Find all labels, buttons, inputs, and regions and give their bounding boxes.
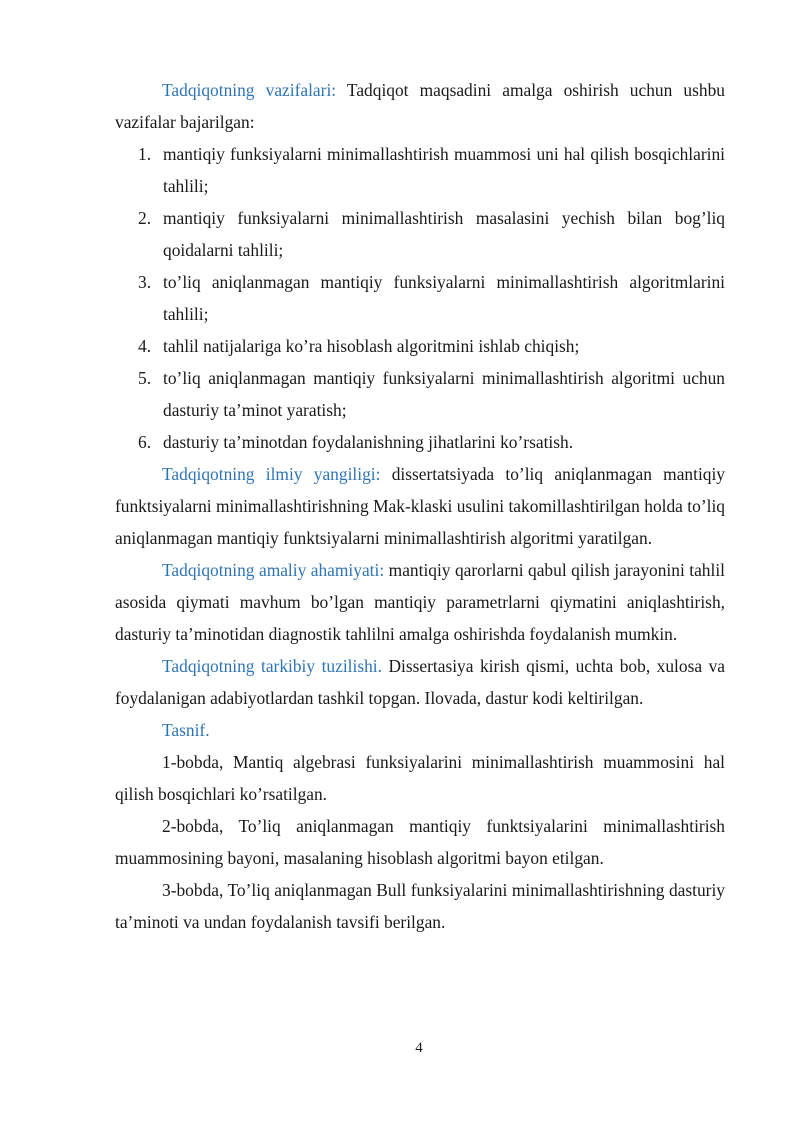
tasks-list bbox=[115, 138, 725, 458]
practical-heading: Tadqiqotning amaliy ahamiyati: bbox=[162, 560, 385, 580]
list-item-number: 6. bbox=[138, 432, 152, 452]
list-item-number: 4. bbox=[138, 336, 152, 356]
structure-heading: Tadqiqotning tarkibiy tuzilishi. bbox=[162, 656, 382, 676]
practical-text: mantiqiy qarorlarni qabul qilish jarayonini tahlil asosida qiymati mavhum bo’lgan mantiqiy parametrlarni qiymatini aniqlashtirish, dasturiy ta’minotidan diagnostik tahlilni amalga oshirishda foydalanish mumkin. bbox=[115, 560, 725, 644]
list-item bbox=[115, 138, 725, 202]
tasks-intro: Tadqiqot maqsadini amalga oshirish uchun ushbu vazifalar bajarilgan: bbox=[115, 80, 725, 132]
classification-paragraph bbox=[115, 714, 725, 746]
list-item bbox=[115, 362, 725, 426]
novelty-text: dissertatsiyada to’liq aniqlanmagan mantiqiy funktsiyalarni minimallashtirishning Mak-klaski usulini takomillashtirilgan holda to’liq aniqlanmagan mantiqiy funktsiyalarni minimallashtirish algoritmi yaratilgan. bbox=[115, 464, 725, 548]
list-item-number: 2. bbox=[138, 208, 152, 228]
list-item-number: 5. bbox=[138, 368, 152, 388]
list-item-text: mantiqiy funksiyalarni minimallashtirish muammosi uni hal qilish bosqichlarini tahlili; bbox=[163, 144, 725, 196]
tasks-paragraph bbox=[115, 74, 725, 138]
tasks-heading: Tadqiqotning vazifalari: bbox=[162, 80, 337, 100]
list-item-number: 3. bbox=[138, 272, 152, 292]
list-item-text: mantiqiy funksiyalarni minimallashtirish masalasini yechish bilan bog’liq qoidalarni tahlili; bbox=[163, 208, 725, 260]
list-item bbox=[115, 266, 725, 330]
chapter-1-paragraph: 1-bobda, Mantiq algebrasi funksiyalarini minimallashtirish muammosini hal qilish bosqichlari ko’rsatilgan. bbox=[115, 752, 725, 804]
classification-heading: Tasnif. bbox=[162, 720, 210, 740]
list-item-text: to’liq aniqlanmagan mantiqiy funksiyalarni minimallashtirish algoritmlarini tahlili; bbox=[163, 272, 725, 324]
practical-paragraph bbox=[115, 554, 725, 650]
novelty-paragraph bbox=[115, 458, 725, 554]
page-number: 4 bbox=[415, 1040, 423, 1056]
structure-paragraph bbox=[115, 650, 725, 714]
novelty-heading: Tadqiqotning ilmiy yangiligi: bbox=[162, 464, 381, 484]
structure-text: Dissertasiya kirish qismi, uchta bob, xulosa va foydalanigan adabiyotlardan tashkil topgan. Ilovada, dastur kodi keltirilgan. bbox=[115, 656, 725, 708]
list-item bbox=[115, 426, 725, 458]
document-page bbox=[115, 74, 725, 938]
list-item-number: 1. bbox=[138, 144, 152, 164]
chapter-2-paragraph: 2-bobda, To’liq aniqlanmagan mantiqiy funktsiyalarini minimallashtirish muammosining bayoni, masalaning hisoblash algoritmi bayon etilgan. bbox=[115, 816, 725, 868]
list-item bbox=[115, 202, 725, 266]
list-item bbox=[115, 330, 725, 362]
list-item-text: to’liq aniqlanmagan mantiqiy funksiyalarni minimallashtirish algoritmi uchun dasturiy ta’minot yaratish; bbox=[163, 368, 725, 420]
list-item-text: tahlil natijalariga ko’ra hisoblash algoritmini ishlab chiqish; bbox=[163, 336, 580, 356]
chapter-3-paragraph: 3-bobda, To’liq aniqlanmagan Bull funksiyalarini minimallashtirishning dasturiy ta’minoti va undan foydalanish tavsifi berilgan. bbox=[115, 880, 725, 932]
list-item-text: dasturiy ta’minotdan foydalanishning jihatlarini ko’rsatish. bbox=[163, 432, 574, 452]
